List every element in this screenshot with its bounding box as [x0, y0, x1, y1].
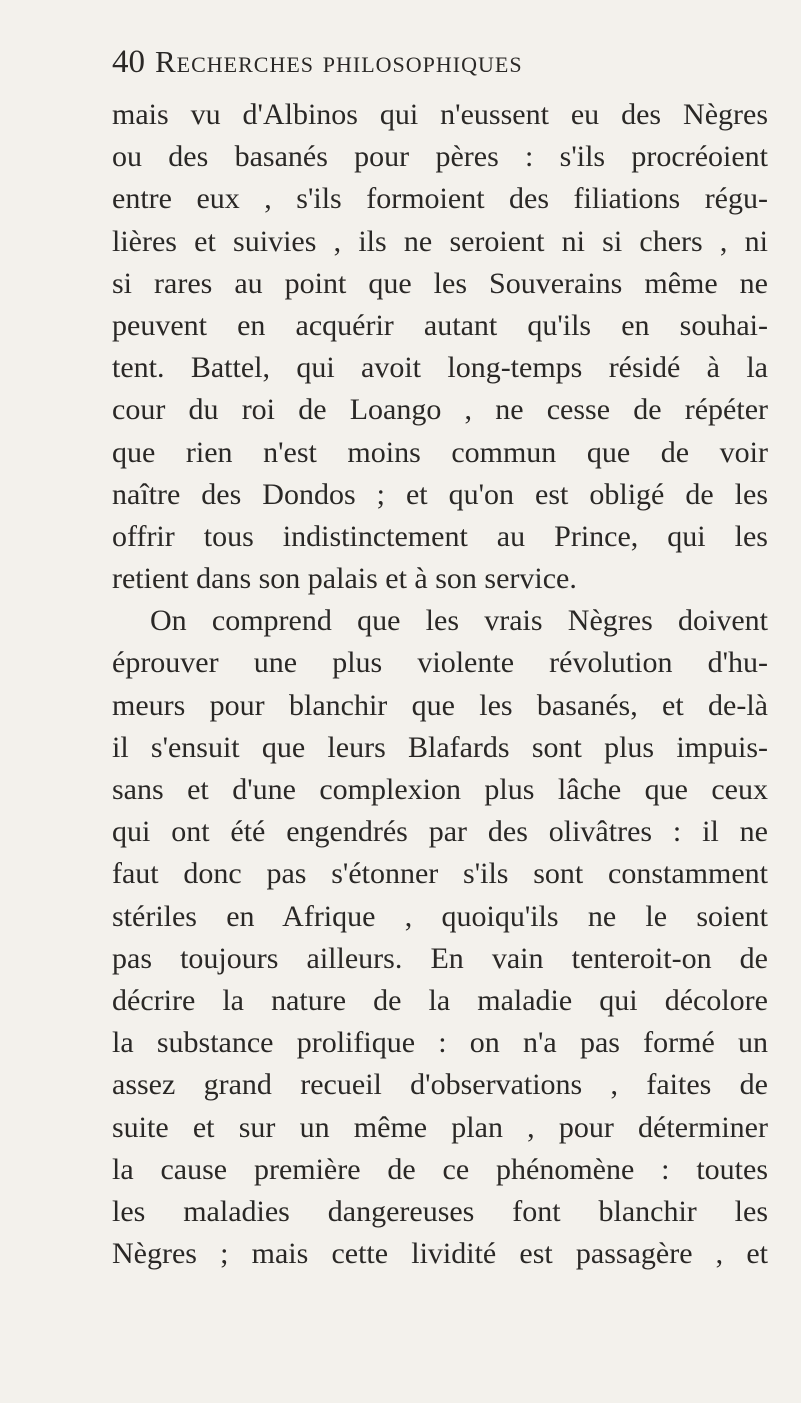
- text-line-4: lières et suivies , ils ne seroient ni si chers , ni: [112, 224, 768, 258]
- text-line-26: la cause première de ce phénomène : toutes: [112, 1152, 768, 1186]
- text-line-5: si rares au point que les Souverains même ne: [112, 266, 768, 300]
- text-line-21: pas toujours ailleurs. En vain tenteroit-on de: [112, 941, 768, 975]
- text-line-2: ou des basanés pour pères : s'ils procréoient: [112, 140, 768, 174]
- text-line-17: sans et d'une complexion plus lâche que ceux: [112, 773, 768, 806]
- text-line-3: entre eux , s'ils formoient des filiations régu-: [112, 182, 768, 216]
- text-line-23: la substance prolifique : on n'a pas formé un: [112, 1026, 768, 1060]
- text-line-11: offrir tous indistinctement au Prince, qui les: [112, 519, 768, 553]
- text-line-27: les maladies dangereuses font blanchir les: [112, 1194, 768, 1228]
- text-line-1: mais vu d'Albinos qui n'eussent eu des Nègres: [112, 98, 768, 131]
- page-header: [112, 44, 752, 84]
- text-line-19: faut donc pas s'étonner s'ils sont constamment: [112, 857, 768, 891]
- text-line-24: assez grand recueil d'observations , faites de: [112, 1068, 768, 1102]
- running-title: Recherches philosophiques: [155, 44, 523, 79]
- text-line-13: On comprend que les vrais Nègres doivent: [150, 604, 768, 638]
- text-line-28: Nègres ; mais cette lividité est passagère , et: [112, 1237, 768, 1271]
- page-number: 40: [112, 44, 145, 80]
- text-line-10: naître des Dondos ; et qu'on est obligé de les: [112, 477, 768, 511]
- text-line-6: peuvent en acquérir autant qu'ils en souhai-: [112, 308, 768, 342]
- text-line-14: éprouver une plus violente révolution d'hu-: [112, 646, 768, 680]
- text-line-15: meurs pour blanchir que les basanés, et de-là: [112, 688, 768, 722]
- text-line-16: il s'ensuit que leurs Blafards sont plus impuis-: [112, 730, 768, 764]
- text-line-18: qui ont été engendrés par des olivâtres : il ne: [112, 815, 768, 849]
- text-line-20: stériles en Afrique , quoiqu'ils ne le soient: [112, 899, 768, 933]
- text-line-22: décrire la nature de la maladie qui décolore: [112, 983, 768, 1017]
- text-line-7: tent. Battel, qui avoit long-temps résidé à la: [112, 351, 768, 385]
- body-text: [112, 94, 768, 1275]
- text-line-12: retient dans son palais et à son service.: [112, 562, 577, 596]
- text-line-8: cour du roi de Loango , ne cesse de répéter: [112, 393, 768, 427]
- text-line-9: que rien n'est moins commun que de voir: [112, 435, 768, 469]
- text-line-25: suite et sur un même plan , pour déterminer: [112, 1110, 768, 1144]
